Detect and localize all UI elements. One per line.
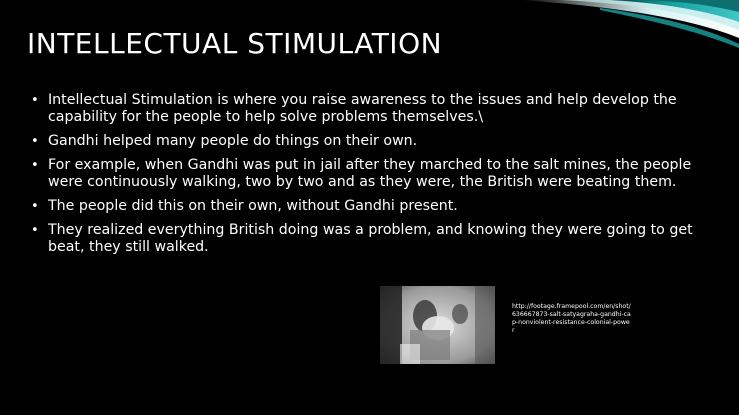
bullet-item: • The people did this on their own, without Gandhi present.	[28, 198, 708, 215]
bullet-list	[28, 92, 708, 263]
bullet-item: • They realized everything British doing was a problem, and knowing they were going to get beat, they still walked.	[28, 222, 708, 256]
bullet-item: • Intellectual Stimulation is where you raise awareness to the issues and help develop the capability for the people to help solve problems themselves.\	[28, 92, 708, 126]
photo-image	[380, 286, 495, 364]
slide-title: INTELLECTUAL STIMULATION	[27, 27, 443, 60]
bullet-item: • Gandhi helped many people do things on their own.	[28, 133, 708, 150]
bullet-item: • For example, when Gandhi was put in jail after they marched to the salt mines, the people were continuously walking, two by two and as they were, the British were beating them.	[28, 157, 708, 191]
image-caption: http://footage.framepool.com/en/shot/636667873-salt-satyagraha-gandhi-cap-nonviolent-resistance-colonial-power	[512, 303, 631, 334]
historical-photo	[380, 286, 495, 364]
